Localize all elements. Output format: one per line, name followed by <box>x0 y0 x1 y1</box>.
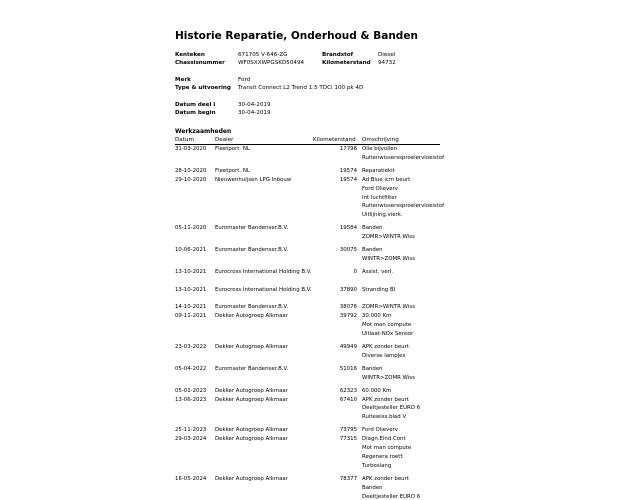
row-omschrijving: WINTR>ZOMR Wiss <box>362 255 415 262</box>
row-omschrijving: Assist. verl. <box>362 268 394 275</box>
header-kilometerstand: Kilometerstand <box>313 137 356 143</box>
kenteken-value: 671705 V-646-ZG <box>238 52 288 58</box>
row-kilometerstand: 77315 <box>339 436 357 443</box>
row-omschrijving: Turboslang <box>362 462 392 469</box>
row-datum: 29-10-2020 <box>175 176 207 183</box>
row-kilometerstand: 39792 <box>339 313 357 320</box>
row-dealer: Fleetport. NL <box>215 167 250 174</box>
row-datum: 05-01-2023 <box>175 387 207 394</box>
header-omschrijving: Omschrijving <box>362 137 399 143</box>
header-datum: Datum <box>175 137 194 143</box>
row-dealer: Fleetport. NL <box>215 146 250 152</box>
row-omschrijving: Ruitenwisserssproeiervloeistof <box>362 154 445 161</box>
row-datum: 05-11-2020 <box>175 225 207 232</box>
row-omschrijving: Banden <box>362 225 383 232</box>
row-kilometerstand: 73795 <box>339 427 357 434</box>
row-omschrijving: Ford Olieverv <box>362 185 398 192</box>
row-datum: 16-05-2024 <box>175 475 207 482</box>
row-kilometerstand: 62323 <box>339 387 357 394</box>
datum-begin-label: Datum begin <box>175 110 216 116</box>
row-omschrijving: Mot man compute <box>362 445 412 451</box>
row-kilometerstand: 0 <box>353 268 357 275</box>
row-dealer: Nieuwenhuijsen LPG Inbouw <box>215 176 292 183</box>
row-omschrijving: Banden <box>362 484 383 491</box>
row-datum: 28-10-2020 <box>175 167 207 174</box>
row-dealer: Euromaster Bandenser.B.V. <box>215 225 289 232</box>
row-omschrijving: Diagn.Eind.Cont <box>362 436 406 443</box>
section-title: Werkzaamheden <box>175 128 232 135</box>
row-omschrijving: APK zonder beurt <box>362 475 409 482</box>
row-dealer: Euromaster Bandenser.B.V. <box>215 304 289 311</box>
km-value: 94732 <box>378 60 396 66</box>
row-dealer: Dekker Autogroep Alkmaar <box>215 344 288 350</box>
row-omschrijving: Ruitewiss.blad V <box>362 414 407 421</box>
row-kilometerstand: 19584 <box>339 225 357 232</box>
page-title: Historie Reparatie, Onderhoud & Banden <box>175 30 418 42</box>
row-datum: 10-06-2021 <box>175 247 207 253</box>
row-datum: 05-04-2022 <box>175 365 207 372</box>
type-value: Transit Connect L2 Trend 1.5 TDCi 100 pk 4D <box>238 85 364 91</box>
row-dealer: Dekker Autogroep Alkmaar <box>215 387 288 394</box>
row-kilometerstand: 19574 <box>339 176 357 183</box>
kenteken-label: Kenteken <box>175 52 205 58</box>
datum-deel1-value: 30-04-2019 <box>238 102 271 108</box>
row-kilometerstand: 67410 <box>339 396 357 403</box>
row-datum: 25-11-2023 <box>175 427 207 434</box>
type-label: Type & uitvoering <box>175 85 231 91</box>
row-dealer: Euromaster Bandenser.B.V. <box>215 365 289 372</box>
row-datum: 09-11-2021 <box>175 313 207 320</box>
row-datum: 13-10-2021 <box>175 286 207 293</box>
datum-deel1-label: Datum deel I <box>175 102 216 108</box>
row-omschrijving: Ad Blue icm beurt <box>362 176 411 183</box>
row-kilometerstand: 49949 <box>339 344 357 350</box>
row-omschrijving: APK zonder beurt <box>362 396 409 403</box>
row-omschrijving: Int luchtfilter <box>362 194 397 201</box>
row-omschrijving: WINTR>ZOMR Wiss <box>362 374 415 381</box>
row-omschrijving: Banden <box>362 365 383 372</box>
row-omschrijving: Uitlijning.vierk. <box>362 212 403 219</box>
row-omschrijving: Ruitenwisserssproeiervloeistof <box>362 203 445 210</box>
row-omschrijving: Stranding BI <box>362 286 396 293</box>
row-omschrijving: 30.000 Km <box>362 313 392 320</box>
row-dealer: Eurocross International Holding B.V. <box>215 268 312 275</box>
header-dealer: Dealer <box>215 137 234 143</box>
row-omschrijving: Mot man compute <box>362 322 412 329</box>
brandstof-label: Brandstof <box>322 52 354 58</box>
km-label: Kilometerstand <box>322 60 371 66</box>
row-dealer: Eurocross International Holding B.V. <box>215 286 312 293</box>
row-omschrijving: Uitlaat-NOx Sensor <box>362 331 414 338</box>
row-dealer: Dekker Autogroep Alkmaar <box>215 475 288 482</box>
row-kilometerstand: 17796 <box>339 146 357 152</box>
row-datum: 29-03-2024 <box>175 436 207 443</box>
row-kilometerstand: 78377 <box>339 475 357 482</box>
row-kilometerstand: 51016 <box>339 365 357 372</box>
merk-value: Ford <box>238 77 251 83</box>
row-omschrijving: Deeltjesteller EURO 6 <box>362 405 421 412</box>
chassis-label: Chassisnummer <box>175 60 225 66</box>
row-kilometerstand: 38076 <box>339 304 357 311</box>
brandstof-value: Diesel <box>378 52 396 58</box>
merk-label: Merk <box>175 77 191 83</box>
row-dealer: Euromaster Bandenser.B.V. <box>215 247 289 253</box>
datum-begin-value: 30-04-2019 <box>238 110 271 116</box>
row-dealer: Dekker Autogroep Alkmaar <box>215 436 288 443</box>
row-omschrijving: Diverse lampjes <box>362 352 406 359</box>
row-datum: 14-10-2021 <box>175 304 207 311</box>
row-kilometerstand: 19574 <box>339 167 357 174</box>
row-dealer: Dekker Autogroep Alkmaar <box>215 427 288 434</box>
row-omschrijving: Reparatiekit <box>362 167 395 174</box>
row-kilometerstand: 30075 <box>339 247 357 253</box>
row-omschrijving: Ford Olieverv <box>362 427 398 434</box>
row-omschrijving: APK zonder beurt <box>362 344 409 350</box>
row-omschrijving: Olie bijvullen <box>362 146 398 152</box>
row-omschrijving: Deeltjesteller EURO 6 <box>362 493 421 500</box>
row-dealer: Dekker Autogroep Alkmaar <box>215 396 288 403</box>
row-omschrijving: Regenera.roetf. <box>362 453 404 460</box>
row-omschrijving: Banden <box>362 247 383 253</box>
row-omschrijving: 60.000 Km <box>362 387 392 394</box>
row-omschrijving: ZOMR>WINTR Wiss <box>362 304 415 311</box>
row-datum: 13-06-2023 <box>175 396 207 403</box>
row-dealer: Dekker Autogroep Alkmaar <box>215 313 288 320</box>
row-datum: 13-10-2021 <box>175 268 207 275</box>
row-datum: 31-03-2020 <box>175 146 207 152</box>
chassis-value: WF0SXXWPGSKD50494 <box>238 60 305 66</box>
row-datum: 23-03-2022 <box>175 344 207 350</box>
row-kilometerstand: 37890 <box>339 286 357 293</box>
row-omschrijving: ZOMR>WINTR Wiss <box>362 234 415 241</box>
